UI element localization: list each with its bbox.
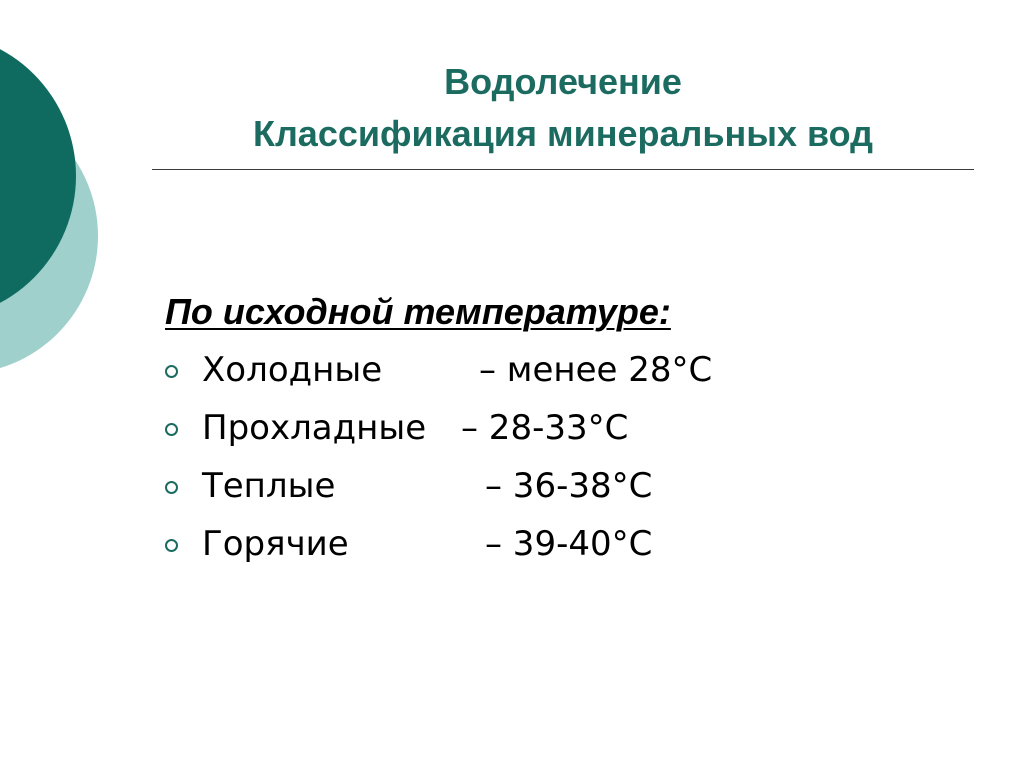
slide-title [150, 56, 976, 160]
content-area [165, 286, 713, 576]
title-line-2: Классификация минеральных вод [252, 113, 874, 154]
list-item [165, 402, 671, 460]
item-range: – менее 28°С [479, 350, 713, 390]
item-name: Прохладные [202, 408, 427, 448]
list-item [165, 518, 671, 576]
item-range: – 28-33°С [461, 408, 629, 448]
title-divider [152, 169, 974, 170]
list-item [165, 460, 671, 518]
item-name: Холодные [202, 350, 383, 390]
item-range: – 36-38°С [485, 466, 653, 506]
item-name: Горячие [202, 524, 349, 564]
decorative-circles [0, 0, 120, 420]
item-name: Теплые [202, 466, 336, 506]
title-line-1: Водолечение [444, 61, 682, 102]
hollow-circle-bullet-icon [165, 423, 178, 436]
hollow-circle-bullet-icon [165, 539, 178, 552]
hollow-circle-bullet-icon [165, 481, 178, 494]
section-heading: По исходной температуре: [165, 291, 671, 332]
list-item [165, 344, 713, 402]
item-range: – 39-40°С [485, 524, 653, 564]
hollow-circle-bullet-icon [165, 365, 178, 378]
